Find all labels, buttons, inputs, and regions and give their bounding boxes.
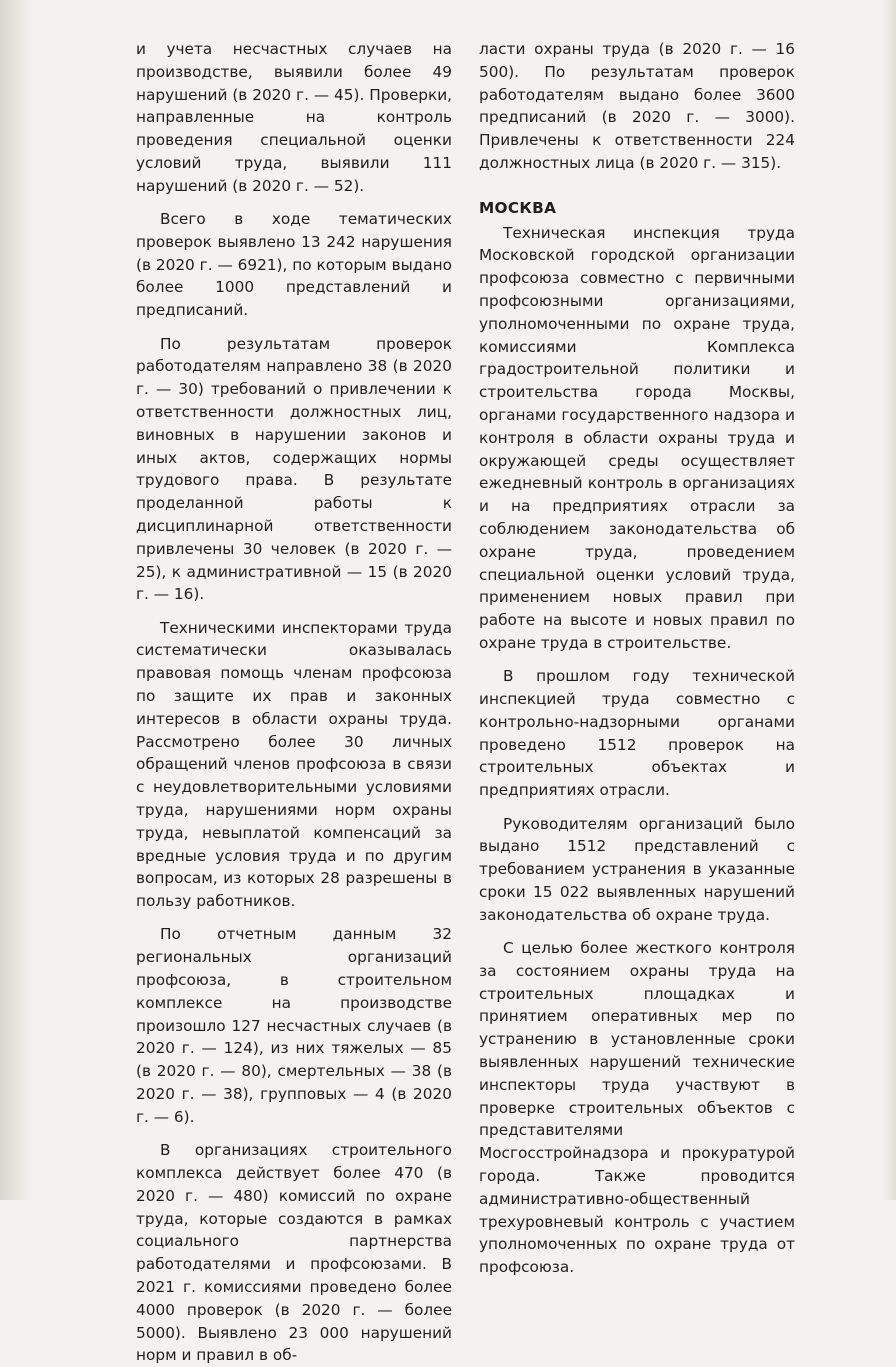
paragraph: По результатам проверок работодателям направлено 38 (в 2020 г. — 30) требований о привлечении к ответственности должностных лиц, виновных в нарушении законов и иных актов, содержащих нормы трудового права. В результате проделанной работы к дисциплинарной ответственности привлечены 30 человек (в 2020 г. — 25), к административной — 15 (в 2020 г. — 16).: [136, 334, 452, 604]
page-edge-shadow: [882, 0, 896, 1200]
paragraph: По отчетным данным 32 региональных организаций профсоюза, в строительном комплексе на производстве произошло 127 несчастных случаев (в 2020 г. — 124), из них тяжелых — 85 (в 2020 г. — 80), смертельных — 38 (в 2020 г. — 38), групповых — 4 (в 2020 г. — 6).: [136, 925, 452, 1126]
paragraph: и учета несчастных случаев на производстве, выявили более 49 нарушений (в 2020 г. — 45). Проверки, направленные на контроль проведения специальной оценки условий труда, выявили 111 нарушений (в 2020 г. — 52).: [136, 40, 452, 195]
left-text-column: [136, 38, 452, 1367]
paragraph: В прошлом году технической инспекцией труда совместно с контрольно-надзорными органами проведено 1512 проверок на строительных объектах и предприятиях отрасли.: [479, 667, 795, 800]
paragraph: С целью более жесткого контроля за состоянием охраны труда на строительных площадках и принятием оперативных мер по устранению в установленные сроки выявленных нарушений технические инспекторы труда участвуют в проверке строительных объектов с представителями Мосгосстройнадзора и прокуратурой города. Также проводится административно-общественный трехуровневый контроль с участием уполномоченных по охране труда от профсоюза.: [479, 938, 795, 1277]
paragraph: ласти охраны труда (в 2020 г. — 16 500). По результатам проверок работодателям выдано более 3600 предписаний (в 2020 г. — 3000). Привлечены к ответственности 224 должностных лица (в 2020 г. — 315).: [479, 40, 795, 172]
paragraph: Техническая инспекция труда Московской городской организации профсоюза совместно с первичными профсоюзными организациями, уполномоченными по охране труда, комиссиями Комплекса градостроительной политики и строительства города Москвы, органами государственного надзора и контроля в области охраны труда и окружающей среды осуществляет ежедневный контроль в организациях и на предприятиях отрасли за соблюдением законодательства об охране труда, проведением специальной оценки условий труда, применением новых правил при работе на высоте и новых правил по охране труда в строительстве.: [479, 223, 795, 652]
page-gutter-shadow: [0, 0, 34, 1200]
right-text-column: [479, 38, 795, 1279]
paragraph: Техническими инспекторами труда систематически оказывалась правовая помощь членам профсоюза по защите их прав и законных интересов в области охраны труда. Рассмотрено более 30 личных обращений членов профсоюза в связи с неудовлетворительными условиями труда, нарушениями норм охраны труда, невыплатой компенсаций за вредные условия труда и по другим вопросам, из которых 28 разрешены в пользу работников.: [136, 618, 452, 911]
paragraph: Руководителям организаций было выдано 1512 представлений с требованием устранения в указанные сроки 15 022 выявленных нарушений законодательства об охране труда.: [479, 814, 795, 924]
paragraph: В организациях строительного комплекса действует более 470 (в 2020 г. — 480) комиссий по охране труда, которые создаются в рамках социального партнерства работодателями и профсоюзами. В 2021 г. комиссиями проведено более 4000 проверок (в 2020 г. — более 5000). Выявлено 23 000 нарушений норм и правил в об-: [136, 1141, 452, 1365]
paragraph: Всего в ходе тематических проверок выявлено 13 242 нарушения (в 2020 г. — 6921), по которым выдано более 1000 представлений и предписаний.: [136, 210, 452, 320]
section-heading: МОСКВА: [479, 198, 557, 217]
